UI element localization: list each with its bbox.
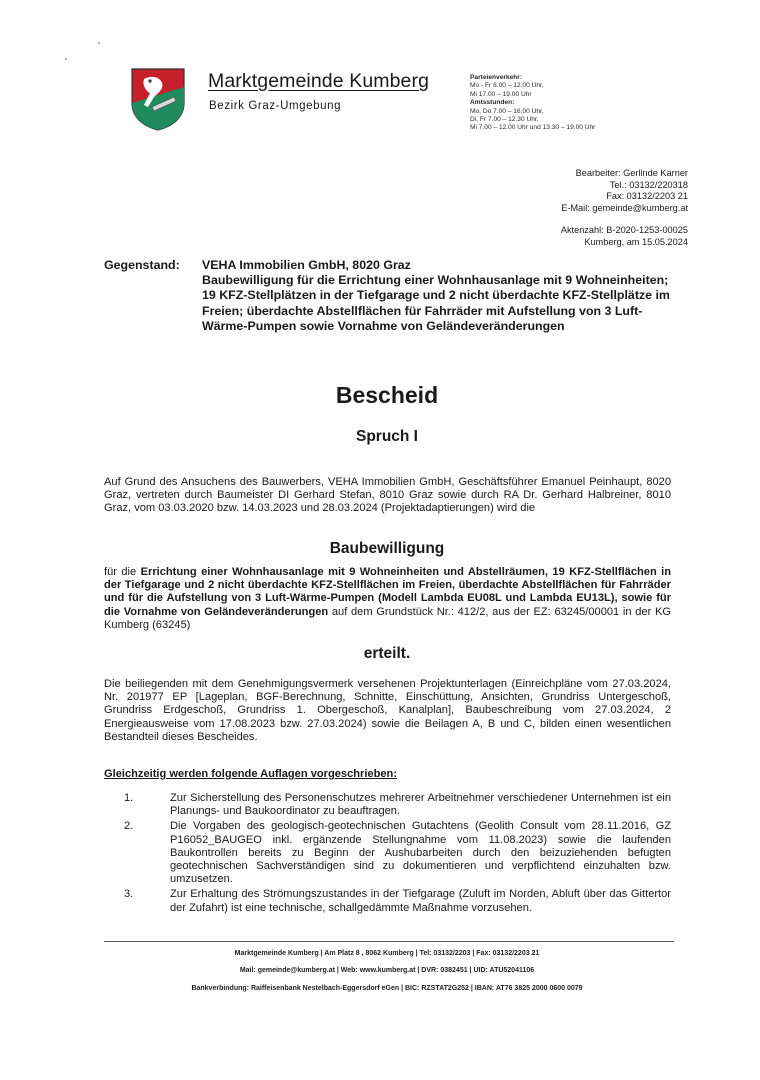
list-text: Zur Sicherstellung des Personenschutzes mehrerer Arbeitnehmer verschiedener Unternehmen ist ein Planungs- und Baukoordinator zu beauftragen. — [170, 792, 671, 818]
list-number: 2. — [124, 820, 134, 833]
email-address: E-Mail: gemeinde@kumberg.at — [561, 202, 688, 213]
intro-paragraph: Auf Grund des Ansuchens des Bauwerbers, VEHA Immobilien GmbH, Geschäftsführer Emanuel Peinhaupt, 8020 Graz, vertreten durch Baumeister DI Gerhard Stefan, 8010 Graz sowie durch RA Dr. Gerhard Halbreiner, 8010 Graz, vom 03.03.2020 bzw. 14.03.2023 und 28.03.2024 (Projektadaptierungen) wird die — [104, 476, 671, 515]
permit-paragraph — [104, 566, 671, 632]
hours-title: Parteienverkehr: — [470, 74, 523, 81]
contact-block — [561, 168, 688, 214]
hours-line: Mo - Fr 8.00 – 12.00 Uhr, — [470, 82, 544, 90]
list-item — [104, 888, 671, 914]
conditions-heading: Gleichzeitig werden folgende Auflagen vorgeschrieben: — [104, 768, 398, 780]
list-text: Zur Erhaltung des Strömungszustandes in der Tiefgarage (Zuluft im Norden, Abluft über das Gittertor der Zufahrt) ist eine technische, schallgedämmte Maßnahme vorzusehen. — [170, 888, 671, 914]
subject-text — [202, 258, 672, 334]
permit-heading: Baubewilligung — [329, 540, 445, 557]
municipality-name: Marktgemeinde Kumberg — [208, 70, 430, 92]
municipal-crest-icon — [130, 67, 186, 131]
permit-suffix: auf dem Grundstück Nr.: 412/2, aus der EZ: 63245/00001 in der KG Kumberg (63245) — [104, 605, 671, 631]
list-number: 3. — [124, 888, 134, 901]
granted-heading: erteilt. — [363, 645, 411, 662]
office-hours-line: Di, Fr 7.00 – 12.30 Uhr, — [470, 116, 539, 124]
office-hours — [470, 74, 595, 133]
subject-applicant: VEHA Immobilien GmbH, 8020 Graz — [202, 258, 411, 272]
subject-label: Gegenstand: — [104, 258, 180, 272]
district-name: Bezirk Graz-Umgebung — [209, 100, 342, 112]
office-hours-line: Mo, Do 7.00 – 16.00 Uhr, — [470, 107, 544, 115]
scan-speck — [65, 58, 67, 60]
office-hours-line: Mi 7.00 – 12.00 Uhr und 13.30 – 19.00 Uhr — [470, 124, 596, 132]
list-number: 1. — [124, 792, 134, 804]
list-text: Die Vorgaben des geologisch-geotechnischen Gutachtens (Geolith Consult vom 28.11.2016, GZ P16052_BAUGEO inkl. ergänzende Stellungnahme vom 11.08.2023) sowie die laufenden Baukontrollen bereits zu Beginn der Aushubarbeiten durch den beizuziehenden befugten geotechnischen Sachverständigen sind zu dokumentieren und verpflichtend einzuhalten bzw. umzusetzen. — [170, 820, 671, 886]
permit-prefix: für die — [104, 566, 141, 578]
footer-contact: Mail: gemeinde@kumberg.at | Web: www.kumberg.at | DVR: 0382451 | UID: ATU52041106 — [239, 967, 535, 974]
footer-divider — [104, 941, 674, 942]
office-hours-title: Amtsstunden: — [470, 99, 515, 107]
list-item — [104, 792, 671, 818]
document-title: Bescheid — [335, 382, 439, 408]
hours-line: Mi 17.00 – 19.00 Uhr — [470, 90, 532, 98]
scan-speck — [98, 42, 100, 44]
permit-scope: Errichtung einer Wohnhausanlage mit 9 Wohneinheiten und Abstellräumen, 19 KFZ-Stellflächen in der Tiefgarage und 2 nicht überdachte KFZ-Stellflächen im Freien, überdachte Abstellflächen für Fahrräder und für die Aufstellung von 3 Luft-Wärme-Pumpen (Modell Lambda EU08L und Lambda EU13L), sowie für die Vornahme von Geländeveränderungen — [104, 566, 671, 618]
subject-description: Baubewilligung für die Errichtung einer Wohnhausanlage mit 9 Wohneinheiten; 19 KFZ-Stellplätzen in der Tiefgarage und 2 nicht überdachte KFZ-Stellplätze im Freien; überdachte Abstellflächen für Fahrräder mit Aufstellung von 3 Luft-Wärme-Pumpen sowie Vornahme von Geländeveränderungen — [202, 273, 670, 333]
footer-bank: Bankverbindung: Raiffeisenbank Nestelbach-Eggersdorf eGen | BIC: RZSTAT2G252 | IBAN: AT76 3825 2000 0600 0079 — [191, 985, 583, 992]
reference-block — [561, 225, 688, 248]
phone-number: Tel.: 03132/220318 — [609, 179, 688, 190]
list-item — [104, 820, 671, 886]
fax-number: Fax: 03132/2203 21 — [606, 191, 688, 202]
place-date: Kumberg, am 15.05.2024 — [584, 236, 688, 247]
document-subtitle: Spruch I — [355, 428, 418, 445]
clerk-name: Bearbeiter: Gerlinde Karner — [575, 168, 688, 178]
footer-address: Marktgemeinde Kumberg | Am Platz 8 , 8062 Kumberg | Tel: 03132/2203 | Fax: 03132/2203 21 — [234, 950, 540, 957]
file-number: Aktenzahl: B-2020-1253-00025 — [560, 225, 688, 235]
documents-paragraph: Die beiliegenden mit dem Genehmigungsvermerk versehenen Projektunterlagen (Einreichpläne vom 27.03.2024, Nr. 201977 EP [Lageplan, BGF-Berechnung, Schnitte, Einschüttung, Ansichten, Grundriss Untergeschoß, Grundriss Erdgeschoß, Grundriss 1. Obergeschoß, Kanalplan], Baubeschreibung vom 27.03.2024, 2 Energieausweise vom 17.08.2023 bzw. 27.03.2024) sowie die Beilagen A, B und C, bilden einen wesentlichen Bestandteil dieses Bescheides. — [104, 678, 671, 743]
conditions-list — [104, 792, 671, 917]
